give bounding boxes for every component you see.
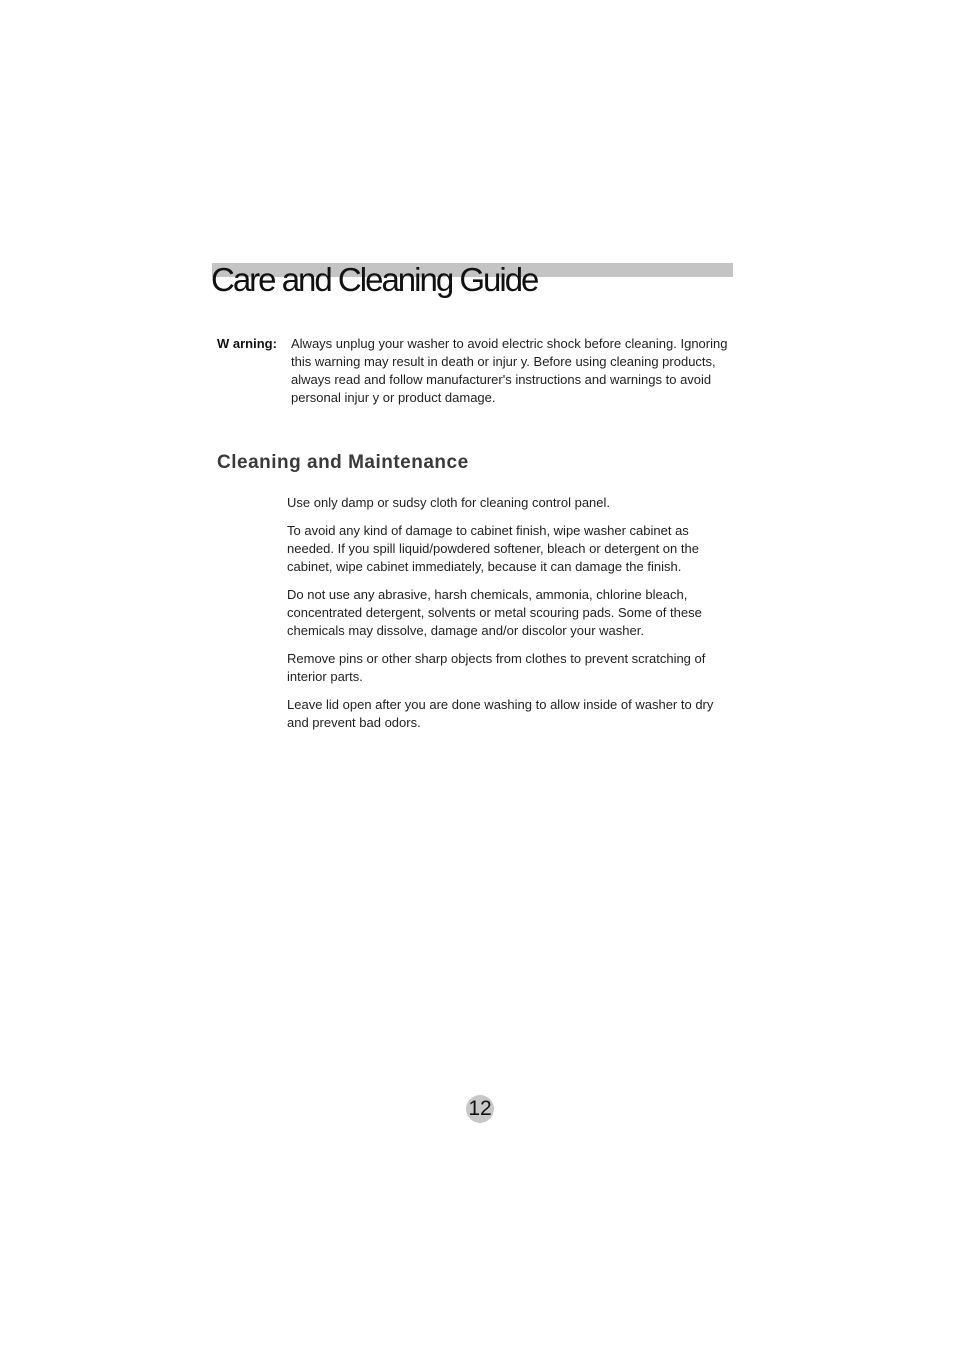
list-item: Leave lid open after you are done washing to allow inside of washer to dry and prevent bad odors. xyxy=(287,697,714,730)
warning-label: W arning: xyxy=(217,336,277,351)
warning-text: Always unplug your washer to avoid electric shock before cleaning. Ignoring this warning may result in death or injur y. Before using cleaning products, always read and follow manufacturer's instructions and warnings to avoid personal injur y or product damage. xyxy=(291,336,728,405)
section-heading: Cleaning and Maintenance xyxy=(217,452,469,473)
list-item: Do not use any abrasive, harsh chemicals, ammonia, chlorine bleach, concentrated detergent, solvents or metal scouring pads. Some of these chemicals may dissolve, damage and/or discolor your washer. xyxy=(287,587,702,638)
maintenance-list xyxy=(287,494,737,742)
list-item: To avoid any kind of damage to cabinet finish, wipe washer cabinet as needed. If you spill liquid/powdered softener, bleach or detergent on the cabinet, wipe cabinet immediately, because it can damage the finish. xyxy=(287,523,699,574)
list-item: Remove pins or other sharp objects from clothes to prevent scratching of interior parts. xyxy=(287,651,706,684)
page-number-badge: 12 xyxy=(466,1095,494,1123)
page-title: Care and Cleaning Guide xyxy=(211,261,538,298)
list-item: Use only damp or sudsy cloth for cleaning control panel. xyxy=(287,495,611,510)
